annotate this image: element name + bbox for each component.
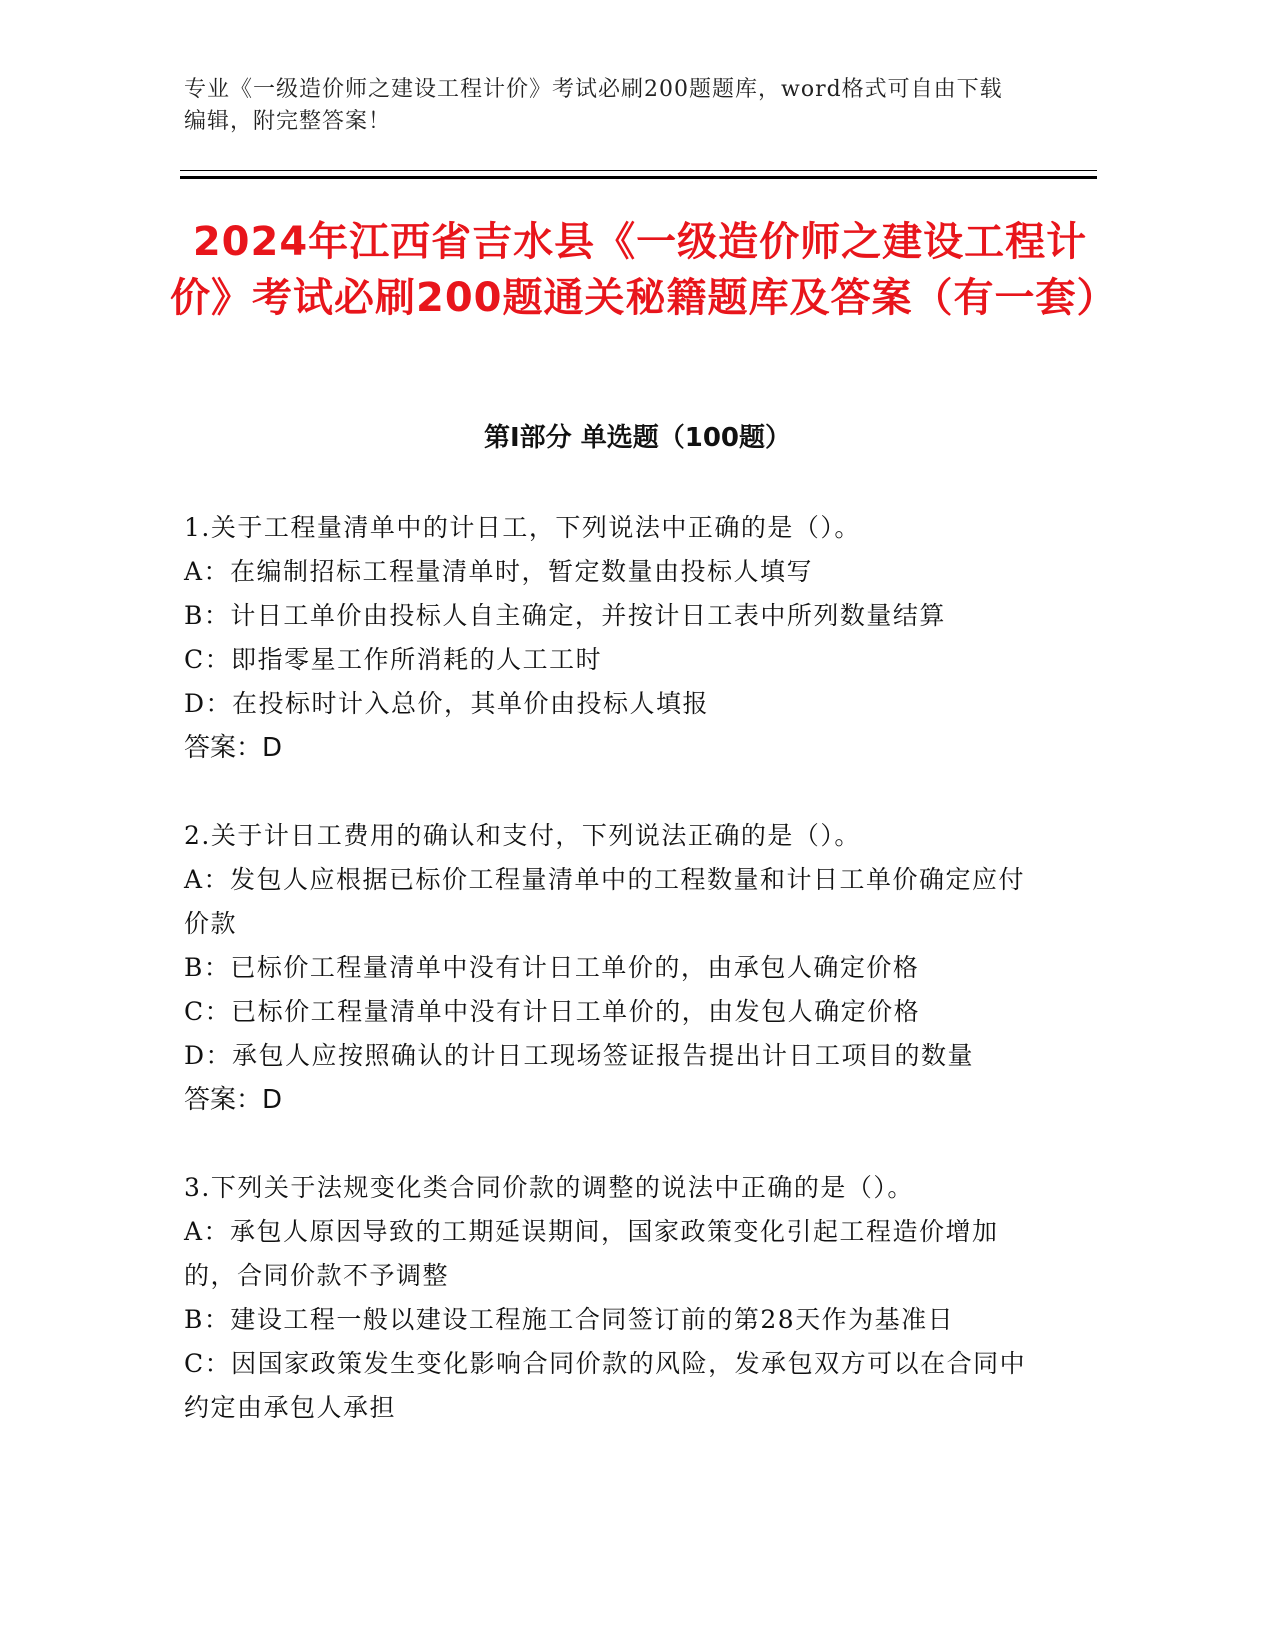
- section-title: 第Ⅰ部分 单选题（100题）: [484, 423, 791, 453]
- question-stem: 2.关于计日工费用的确认和支付，下列说法正确的是（）。: [184, 821, 861, 850]
- header-note: [184, 74, 1064, 138]
- question-item: [184, 814, 1044, 1122]
- answer-line: 答案：D: [184, 1085, 283, 1115]
- header-note-line-1: 专业《一级造价师之建设工程计价》考试必刷200题题库，word格式可自由下载: [184, 77, 1003, 102]
- option-a: A：发包人应根据已标价工程量清单中的工程数量和计日工单价确定应付价款: [184, 865, 1026, 938]
- option-a: A：在编制招标工程量清单时，暂定数量由投标人填写: [184, 557, 814, 586]
- question-item: [184, 506, 1044, 770]
- header-divider-thin: [180, 170, 1097, 171]
- question-item: [184, 1166, 1044, 1430]
- option-c: C：已标价工程量清单中没有计日工单价的，由发包人确定价格: [184, 997, 921, 1026]
- header-divider-thick: [180, 176, 1097, 179]
- question-stem: 3.下列关于法规变化类合同价款的调整的说法中正确的是（）。: [184, 1173, 914, 1202]
- option-b: B：计日工单价由投标人自主确定，并按计日工表中所列数量结算: [184, 601, 946, 630]
- answer-line: 答案：D: [184, 733, 283, 763]
- option-d: D：在投标时计入总价，其单价由投标人填报: [184, 689, 710, 718]
- option-b: B：建设工程一般以建设工程施工合同签订前的第28天作为基准日: [184, 1305, 955, 1334]
- question-list: [184, 506, 1044, 1474]
- document-title: 2024年江西省吉水县《一级造价师之建设工程计价》考试必刷200题通关秘籍题库及答案（有一套）: [170, 219, 1118, 321]
- header-note-line-2: 编辑，附完整答案！: [184, 109, 392, 134]
- option-d: D：承包人应按照确认的计日工现场签证报告提出计日工项目的数量: [184, 1041, 975, 1070]
- option-c: C：即指零星工作所消耗的人工工时: [184, 645, 603, 674]
- option-b: B：已标价工程量清单中没有计日工单价的，由承包人确定价格: [184, 953, 920, 982]
- question-stem: 1.关于工程量清单中的计日工，下列说法中正确的是（）。: [184, 513, 861, 542]
- option-a: A：承包人原因导致的工期延误期间，国家政策变化引起工程造价增加的，合同价款不予调整: [184, 1217, 999, 1290]
- option-c: C：因国家政策发生变化影响合同价款的风险，发承包双方可以在合同中约定由承包人承担: [184, 1349, 1027, 1422]
